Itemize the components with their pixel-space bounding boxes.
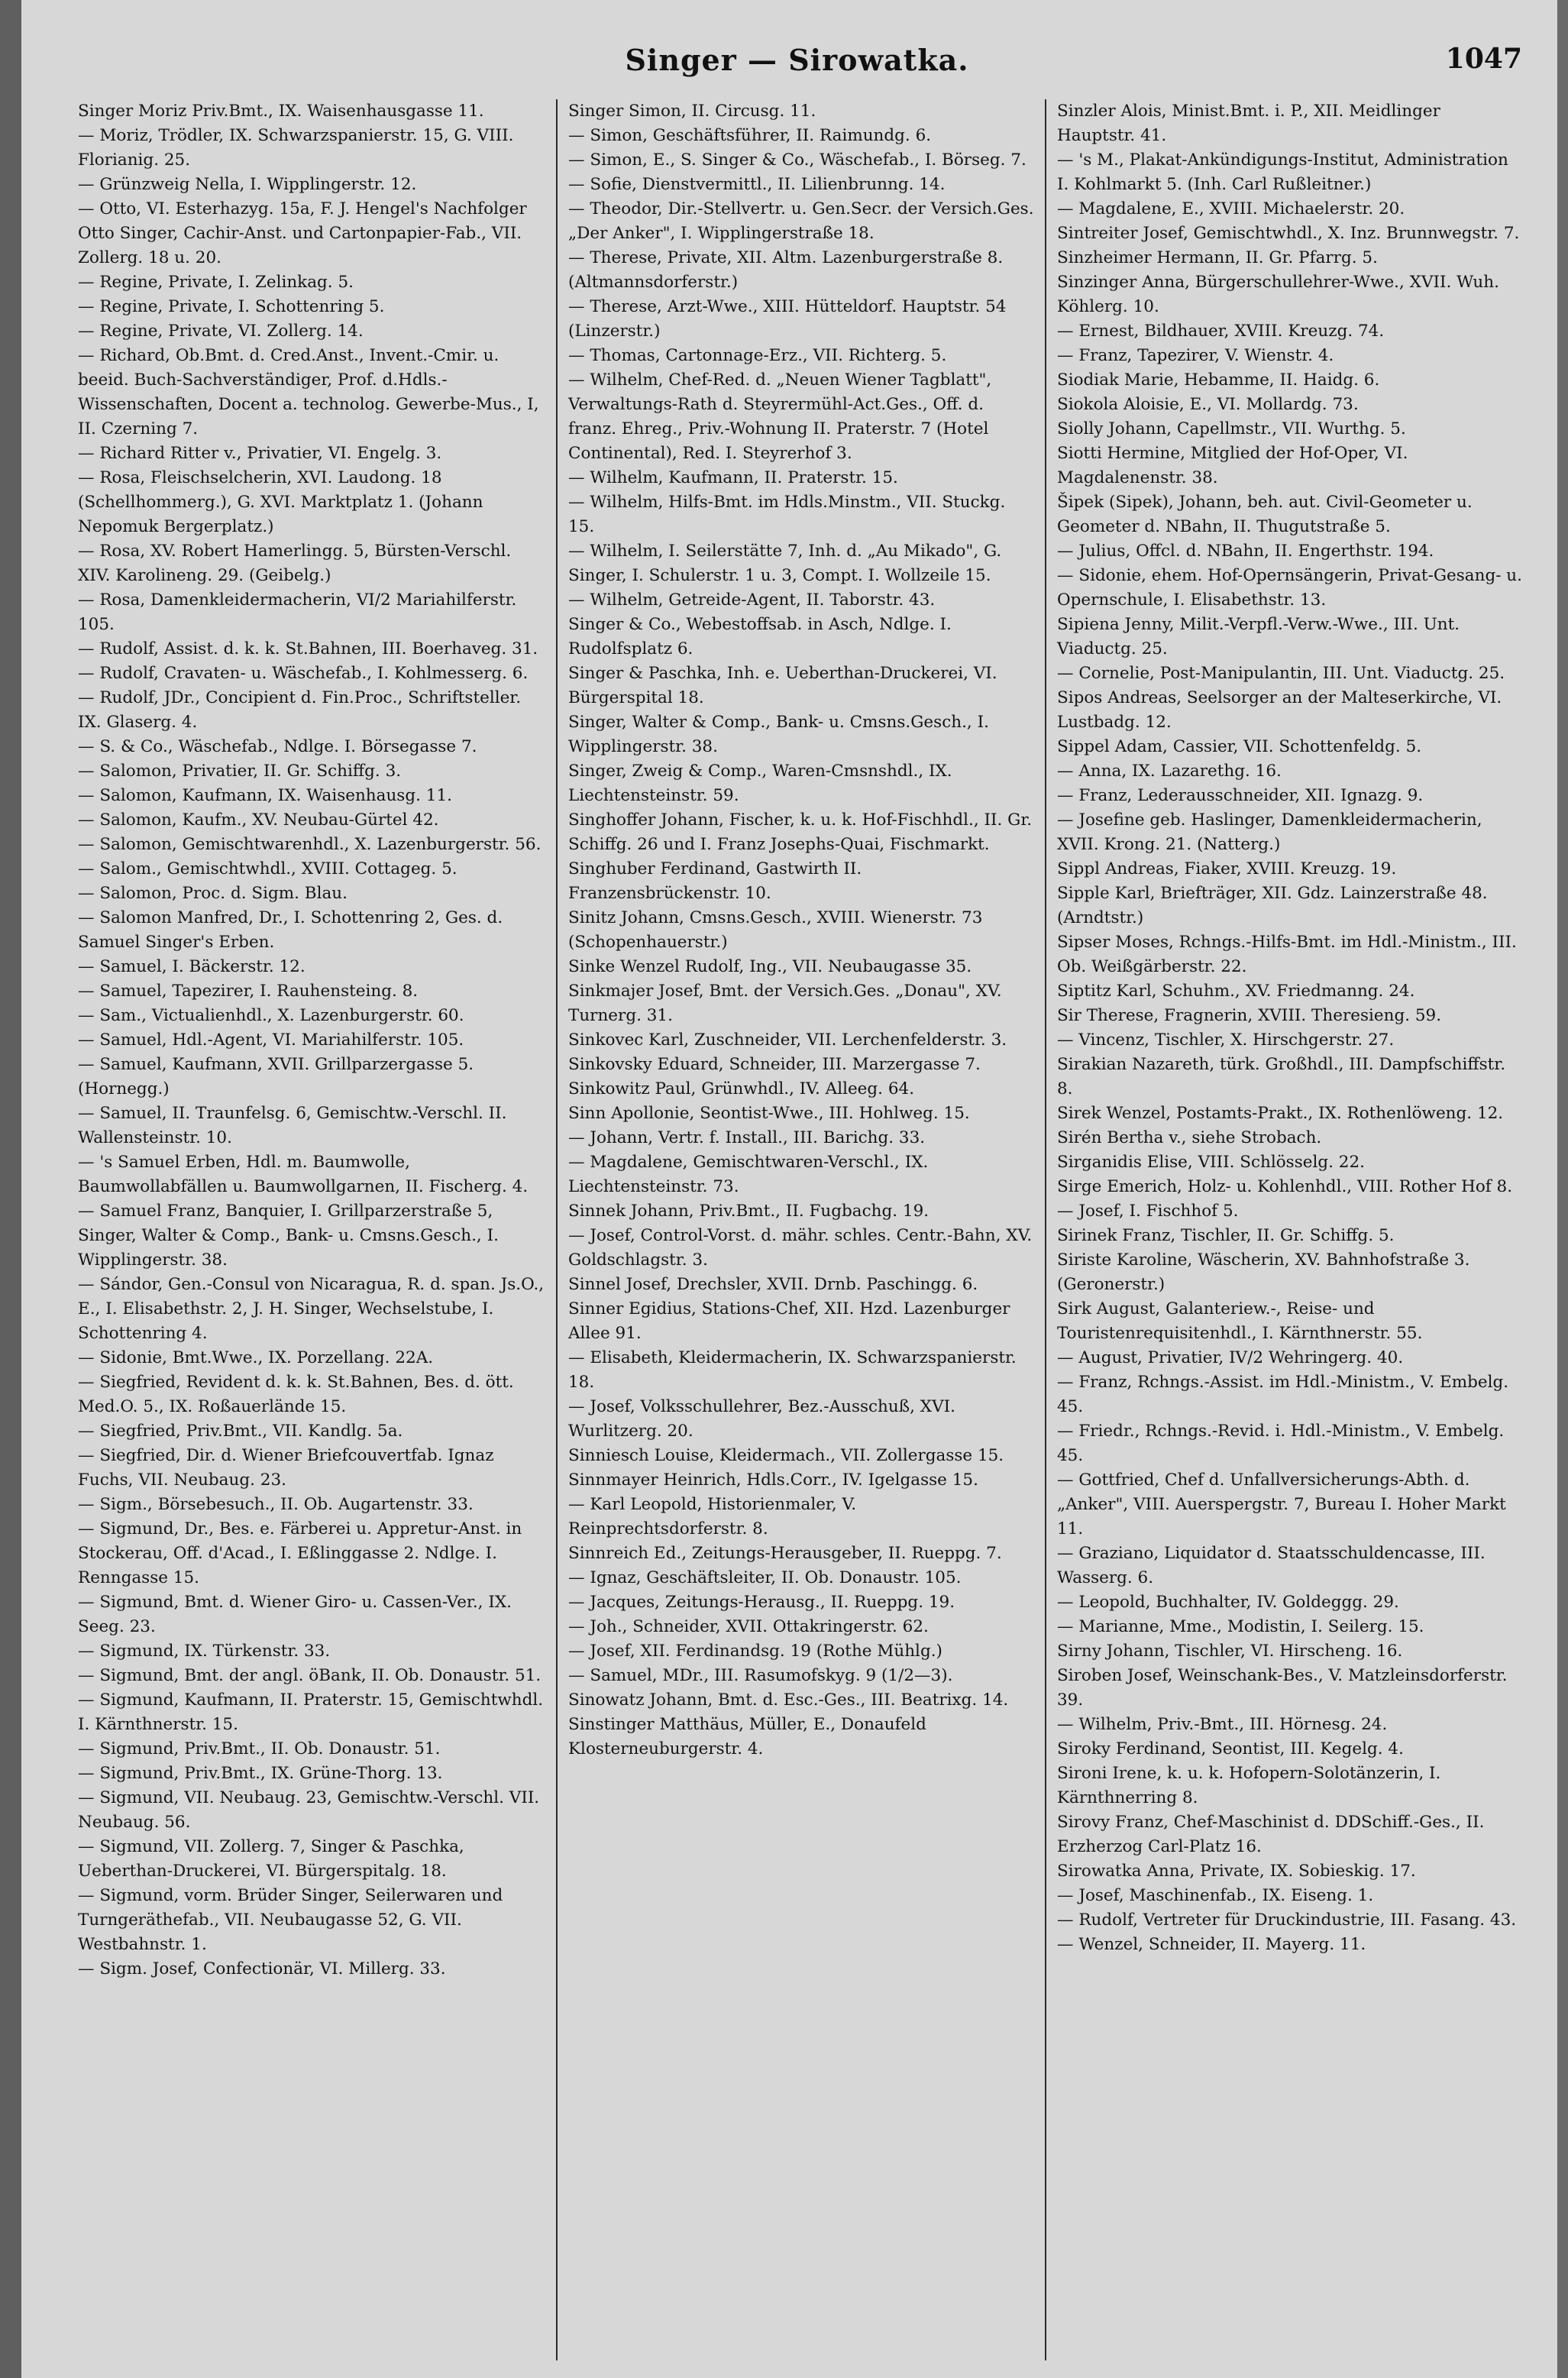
directory-entry: Siroky Ferdinand, Seontist, III. Kegelg. 4. bbox=[1057, 1739, 1404, 1758]
directory-entry: Sirovy Franz, Chef-Maschinist d. DDSchiff.-Ges., II. Erzherzog Carl-Platz 16. bbox=[1057, 1813, 1485, 1856]
directory-entry: — Salomon, Gemischtwarenhdl., X. Lazenburgerstr. 56. bbox=[78, 835, 542, 854]
directory-entry: — Thomas, Cartonnage-Erz., VII. Richterg. 5. bbox=[568, 346, 947, 365]
directory-entry: Sir Therese, Fragnerin, XVIII. Theresieng. 59. bbox=[1057, 1006, 1442, 1025]
directory-entry: — Regine, Private, I. Schottenring 5. bbox=[78, 297, 385, 316]
directory-entry: — Rudolf, Vertreter für Druckindustrie, III. Fasang. 43. bbox=[1057, 1910, 1517, 1930]
directory-entry: — Sam., Victualienhdl., X. Lazenburgerstr. 60. bbox=[78, 1006, 464, 1025]
directory-entry: — Josef, Volksschullehrer, Bez.-Ausschuß, XVI. Wurlitzerg. 20. bbox=[568, 1397, 955, 1441]
directory-entry: — Moriz, Trödler, IX. Schwarzspanierstr. 15, G. VIII. Florianig. 25. bbox=[78, 126, 514, 170]
directory-entry: — Salomon, Proc. d. Sigm. Blau. bbox=[78, 884, 348, 903]
directory-entry: — Samuel Franz, Banquier, I. Grillparzerstraße 5, Singer, Walter & Comp., Bank- u. Cmsns.Gesch., I. Wipplingerstr. 38. bbox=[78, 1202, 499, 1270]
directory-entry: Sirk August, Galanteriew.-, Reise- und Touristenrequisitenhdl., I. Kärnthnerstr. 55. bbox=[1057, 1299, 1423, 1343]
directory-entry: — Joh., Schneider, XVII. Ottakringerstr. 62. bbox=[568, 1617, 929, 1636]
directory-entry: — Julius, Offcl. d. NBahn, II. Engerthstr. 194. bbox=[1057, 542, 1434, 561]
directory-entry: — Grünzweig Nella, I. Wipplingerstr. 12. bbox=[78, 175, 417, 194]
directory-entry: — Richard Ritter v., Privatier, VI. Engelg. 3. bbox=[78, 444, 442, 463]
directory-entry: Sintreiter Josef, Gemischtwhdl., X. Inz. Brunnwegstr. 7. bbox=[1057, 224, 1520, 243]
directory-entry: — Johann, Vertr. f. Install., III. Barichg. 33. bbox=[568, 1128, 926, 1147]
directory-entry: — Richard, Ob.Bmt. d. Cred.Anst., Invent.-Cmir. u. beeid. Buch-Sachverständiger, Prof. d.Hdls.-Wissenschaften, Docent a. technolog. Gewerbe-Mus., I, II. Czerning 7. bbox=[78, 346, 539, 438]
directory-entry: — Samuel, MDr., III. Rasumofskyg. 9 (1/2—3). bbox=[568, 1666, 953, 1685]
directory-entry: — Samuel, II. Traunfelsg. 6, Gemischtw.-Verschl. II. Wallensteinstr. 10. bbox=[78, 1104, 507, 1147]
directory-entry: — Rudolf, Cravaten- u. Wäschefab., I. Kohlmesserg. 6. bbox=[78, 664, 529, 683]
directory-entry: — Ernest, Bildhauer, XVIII. Kreuzg. 74. bbox=[1057, 322, 1385, 341]
column-left bbox=[67, 99, 556, 2360]
directory-entry: Šipek (Sipek), Johann, beh. aut. Civil-Geometer u. Geometer d. NBahn, II. Thugutstraße 5. bbox=[1057, 493, 1473, 536]
directory-entry: Sinn Apollonie, Seontist-Wwe., III. Hohlweg. 15. bbox=[568, 1104, 970, 1123]
directory-entry: — Wenzel, Schneider, II. Mayerg. 11. bbox=[1057, 1935, 1366, 1954]
directory-entry: — 's M., Plakat-Ankündigungs-Institut, Administration I. Kohlmarkt 5. (Inh. Carl Rußleitner.) bbox=[1057, 150, 1508, 194]
directory-entry: Sirganidis Elise, VIII. Schlösselg. 22. bbox=[1057, 1153, 1365, 1172]
directory-entry: — Franz, Lederausschneider, XII. Ignazg. 9. bbox=[1057, 786, 1424, 805]
directory-entry: — Magdalene, E., XVIII. Michaelerstr. 20. bbox=[1057, 199, 1405, 218]
directory-entry: — Wilhelm, Kaufmann, II. Praterstr. 15. bbox=[568, 468, 898, 487]
directory-entry: Siroben Josef, Weinschank-Bes., V. Matzleinsdorferstr. 39. bbox=[1057, 1666, 1508, 1710]
directory-entry: — Elisabeth, Kleidermacherin, IX. Schwarzspanierstr. 18. bbox=[568, 1348, 1017, 1392]
directory-entry: — Therese, Private, XII. Altm. Lazenburgerstraße 8. (Altmannsdorferstr.) bbox=[568, 248, 1004, 292]
directory-entry: Sinitz Johann, Cmsns.Gesch., XVIII. Wienerstr. 73 (Schopenhauerstr.) bbox=[568, 908, 983, 952]
directory-entry: — Sidonie, ehem. Hof-Opernsängerin, Privat-Gesang- u. Opernschule, I. Elisabethstr. 13. bbox=[1057, 566, 1522, 610]
directory-entry: — Sigmund, Dr., Bes. e. Färberei u. Appretur-Anst. in Stockerau, Off. d'Acad., I. Eßlinggasse 2. Ndlge. I. Renngasse 15. bbox=[78, 1519, 522, 1587]
directory-entry: — Siegfried, Dir. d. Wiener Briefcouvertfab. Ignaz Fuchs, VII. Neubaug. 23. bbox=[78, 1446, 494, 1490]
directory-entry: Sirny Johann, Tischler, VI. Hirscheng. 16. bbox=[1057, 1642, 1403, 1661]
directory-entry: — Gottfried, Chef d. Unfallversicherungs-Abth. d. „Anker", VIII. Auerspergstr. 7, Bureau I. Hoher Markt 11. bbox=[1057, 1470, 1506, 1538]
directory-entry: Sinzinger Anna, Bürgerschullehrer-Wwe., XVII. Wuh. Köhlerg. 10. bbox=[1057, 273, 1499, 316]
directory-entry: — Jacques, Zeitungs-Herausg., II. Rueppg. 19. bbox=[568, 1593, 955, 1612]
directory-entry: Sinnmayer Heinrich, Hdls.Corr., IV. Igelgasse 15. bbox=[568, 1470, 978, 1490]
directory-entry: — Salomon Manfred, Dr., I. Schottenring 2, Ges. d. Samuel Singer's Erben. bbox=[78, 908, 503, 952]
directory-entry: — Salom., Gemischtwhdl., XVIII. Cottageg. 5. bbox=[78, 859, 457, 878]
directory-entry: Sironi Irene, k. u. k. Hofopern-Solotänzerin, I. Kärnthnerring 8. bbox=[1057, 1764, 1441, 1807]
directory-entry: — Rosa, Fleischselcherin, XVI. Laudong. 18 (Schellhommerg.), G. XVI. Marktplatz 1. (Johann Nepomuk Bergerplatz.) bbox=[78, 468, 483, 536]
directory-entry: — Salomon, Kaufm., XV. Neubau-Gürtel 42. bbox=[78, 810, 439, 830]
directory-entry: Sinstinger Matthäus, Müller, E., Donaufeld Klosterneuburgerstr. 4. bbox=[568, 1715, 926, 1758]
directory-entry: Singhuber Ferdinand, Gastwirth II. Franzensbrückenstr. 10. bbox=[568, 859, 862, 903]
directory-entry: Singer, Zweig & Comp., Waren-Cmsnshdl., IX. Liechtensteinstr. 59. bbox=[568, 762, 952, 805]
directory-entry: Sirge Emerich, Holz- u. Kohlenhdl., VIII. Rother Hof 8. bbox=[1057, 1177, 1513, 1196]
directory-entry: — Franz, Tapezirer, V. Wienstr. 4. bbox=[1057, 346, 1334, 365]
directory-entry: — Josef, Control-Vorst. d. mähr. schles. Centr.-Bahn, XV. Goldschlagstr. 3. bbox=[568, 1226, 1033, 1270]
directory-entry: — Josef, XII. Ferdinandsg. 19 (Rothe Mühlg.) bbox=[568, 1642, 942, 1661]
directory-entry: — Simon, Geschäftsführer, II. Raimundg. 6. bbox=[568, 126, 932, 145]
directory-entry: Singer & Co., Webestoffsab. in Asch, Ndlge. I. Rudolfsplatz 6. bbox=[568, 615, 952, 658]
directory-entry: Siolly Johann, Capellmstr., VII. Wurthg. 5. bbox=[1057, 419, 1406, 438]
directory-entry: Sinniesch Louise, Kleidermach., VII. Zollergasse 15. bbox=[568, 1446, 1004, 1465]
directory-entry: — Wilhelm, Chef-Red. d. „Neuen Wiener Tagblatt", Verwaltungs-Rath d. Steyrermühl-Act.Ges., Off. d. franz. Ehreg., Priv.-Wohnung II. Praterstr. 7 (Hotel Continental), Red. I. Steyrerhof 3. bbox=[568, 370, 992, 463]
directory-entry: Siotti Hermine, Mitglied der Hof-Oper, VI. Magdalenenstr. 38. bbox=[1057, 444, 1408, 487]
directory-entry: — Sigmund, Bmt. der angl. öBank, II. Ob. Donaustr. 51. bbox=[78, 1666, 542, 1685]
directory-entry: Siptitz Karl, Schuhm., XV. Friedmanng. 24. bbox=[1057, 982, 1415, 1001]
directory-entry: Sinner Egidius, Stations-Chef, XII. Hzd. Lazenburger Allee 91. bbox=[568, 1299, 1010, 1343]
directory-entry: — Simon, E., S. Singer & Co., Wäschefab., I. Börseg. 7. bbox=[568, 150, 1026, 170]
directory-entry: Sinkovec Karl, Zuschneider, VII. Lerchenfelderstr. 3. bbox=[568, 1030, 1007, 1050]
directory-entry: — Friedr., Rchngs.-Revid. i. Hdl.-Ministm., V. Embelg. 45. bbox=[1057, 1422, 1505, 1465]
directory-entry: Sirén Bertha v., siehe Strobach. bbox=[1057, 1128, 1322, 1147]
directory-entry: — Josef, I. Fischhof 5. bbox=[1057, 1202, 1239, 1221]
directory-entry: Sinke Wenzel Rudolf, Ing., VII. Neubaugasse 35. bbox=[568, 957, 972, 976]
directory-entry: Singer Simon, II. Circusg. 11. bbox=[568, 102, 816, 121]
directory-entry: — Otto, VI. Esterhazyg. 15a, F. J. Hengel's Nachfolger Otto Singer, Cachir-Anst. und Cartonpapier-Fab., VII. Zollerg. 18 u. 20. bbox=[78, 199, 527, 267]
directory-entry: — Regine, Private, VI. Zollerg. 14. bbox=[78, 322, 364, 341]
directory-entry: Sinkovsky Eduard, Schneider, III. Marzergasse 7. bbox=[568, 1055, 981, 1074]
directory-entry: — Marianne, Mme., Modistin, I. Seilerg. 15. bbox=[1057, 1617, 1424, 1636]
directory-entry: — Sidonie, Bmt.Wwe., IX. Porzellang. 22A. bbox=[78, 1348, 434, 1367]
directory-entry: Sinnek Johann, Priv.Bmt., II. Fugbachg. 19. bbox=[568, 1202, 929, 1221]
directory-entry: — Rosa, XV. Robert Hamerlingg. 5, Bürsten-Verschl. XIV. Karolineng. 29. (Geibelg.) bbox=[78, 542, 512, 585]
directory-entry: Sirowatka Anna, Private, IX. Sobieskig. 17. bbox=[1057, 1862, 1416, 1881]
directory-entry: — Sándor, Gen.-Consul von Nicaragua, R. d. span. Js.O., E., I. Elisabethstr. 2, J. H. Singer, Wechselstube, I. Schottenring 4. bbox=[78, 1275, 545, 1343]
directory-entry: Sinzler Alois, Minist.Bmt. i. P., XII. Meidlinger Hauptstr. 41. bbox=[1057, 102, 1440, 145]
directory-entry: — Sigmund, VII. Neubaug. 23, Gemischtw.-Verschl. VII. Neubaug. 56. bbox=[78, 1788, 540, 1832]
directory-entry: — Karl Leopold, Historienmaler, V. Reinprechtsdorferstr. 8. bbox=[568, 1495, 857, 1538]
directory-entry: — Salomon, Kaufmann, IX. Waisenhausg. 11. bbox=[78, 786, 452, 805]
directory-entry: Singer Moriz Priv.Bmt., IX. Waisenhausgasse 11. bbox=[78, 102, 484, 121]
directory-entry: Sinowatz Johann, Bmt. d. Esc.-Ges., III. Beatrixg. 14. bbox=[568, 1690, 1009, 1710]
directory-entry: — Franz, Rchngs.-Assist. im Hdl.-Ministm., V. Embelg. 45. bbox=[1057, 1373, 1509, 1416]
directory-entry: — August, Privatier, IV/2 Wehringerg. 40. bbox=[1057, 1348, 1404, 1367]
column-middle bbox=[556, 99, 1045, 2360]
directory-entry: Sinkowitz Paul, Grünwhdl., IV. Alleeg. 64. bbox=[568, 1079, 915, 1098]
directory-entry: Sirek Wenzel, Postamts-Prakt., IX. Rothenlöweng. 12. bbox=[1057, 1104, 1504, 1123]
directory-entry: — Wilhelm, I. Seilerstätte 7, Inh. d. „Au Mikado", G. Singer, I. Schulerstr. 1 u. 3, Compt. I. Wollzeile 15. bbox=[568, 542, 1002, 585]
page-number: 1047 bbox=[1445, 43, 1522, 75]
directory-entry: Sipiena Jenny, Milit.-Verpfl.-Verw.-Wwe., III. Unt. Viaductg. 25. bbox=[1057, 615, 1460, 658]
directory-entry: — Sigmund, IX. Türkenstr. 33. bbox=[78, 1642, 331, 1661]
directory-entry: — Samuel, Tapezirer, I. Rauhensteing. 8. bbox=[78, 982, 419, 1001]
directory-entry: Sirakian Nazareth, türk. Großhdl., III. Dampfschiffstr. 8. bbox=[1057, 1055, 1506, 1098]
column-right bbox=[1045, 99, 1534, 2360]
directory-entry: — Therese, Arzt-Wwe., XIII. Hütteldorf. Hauptstr. 54 (Linzerstr.) bbox=[568, 297, 1007, 341]
directory-entry: — Sigmund, Kaufmann, II. Praterstr. 15, Gemischtwhdl. I. Kärnthnerstr. 15. bbox=[78, 1690, 544, 1734]
directory-entry: Sipser Moses, Rchngs.-Hilfs-Bmt. im Hdl.-Ministm., III. Ob. Weißgärberstr. 22. bbox=[1057, 933, 1517, 976]
directory-entry: Siodiak Marie, Hebamme, II. Haidg. 6. bbox=[1057, 370, 1380, 390]
directory-entry: — Sigmund, vorm. Brüder Singer, Seilerwaren und Turngeräthefab., VII. Neubaugasse 52, G. VII. Westbahnstr. 1. bbox=[78, 1886, 503, 1954]
directory-entry: — Rosa, Damenkleidermacherin, VI/2 Mariahilferstr. 105. bbox=[78, 590, 517, 634]
directory-entry: — Theodor, Dir.-Stellvertr. u. Gen.Secr. der Versich.Ges. „Der Anker", I. Wipplingerstraße 18. bbox=[568, 199, 1034, 243]
directory-entry: — Sofie, Dienstvermittl., II. Lilienbrunng. 14. bbox=[568, 175, 946, 194]
directory-entry: — Sigm. Josef, Confectionär, VI. Millerg. 33. bbox=[78, 1959, 446, 1978]
directory-entry: — Wilhelm, Priv.-Bmt., III. Hörnesg. 24. bbox=[1057, 1715, 1388, 1734]
directory-entry: Singhoffer Johann, Fischer, k. u. k. Hof-Fischhdl., II. Gr. Schiffg. 26 und I. Franz Josephs-Quai, Fischmarkt. bbox=[568, 810, 1033, 854]
directory-entry: — Salomon, Privatier, II. Gr. Schiffg. 3. bbox=[78, 762, 402, 781]
directory-entry: — Samuel, Hdl.-Agent, VI. Mariahilferstr. 105. bbox=[78, 1030, 464, 1050]
directory-entry: Siokola Aloisie, E., VI. Mollardg. 73. bbox=[1057, 395, 1359, 414]
directory-entry: — Sigm., Börsebesuch., II. Ob. Augartenstr. 33. bbox=[78, 1495, 474, 1514]
directory-entry: — Siegfried, Priv.Bmt., VII. Kandlg. 5a. bbox=[78, 1422, 403, 1441]
directory-entry: — Wilhelm, Hilfs-Bmt. im Hdls.Minstm., VII. Stuckg. 15. bbox=[568, 493, 1006, 536]
directory-entry: — Samuel, Kaufmann, XVII. Grillparzergasse 5. (Hornegg.) bbox=[78, 1055, 474, 1098]
directory-entry: Sirinek Franz, Tischler, II. Gr. Schiffg. 5. bbox=[1057, 1226, 1395, 1245]
directory-entry: — Josef, Maschinenfab., IX. Eiseng. 1. bbox=[1057, 1886, 1374, 1905]
directory-entry: Sinnel Josef, Drechsler, XVII. Drnb. Paschingg. 6. bbox=[568, 1275, 978, 1294]
directory-entry: — S. & Co., Wäschefab., Ndlge. I. Börsegasse 7. bbox=[78, 737, 477, 756]
directory-entry: — Regine, Private, I. Zelinkag. 5. bbox=[78, 273, 354, 292]
directory-entry: Singer, Walter & Comp., Bank- u. Cmsns.Gesch., I. Wipplingerstr. 38. bbox=[568, 713, 989, 756]
directory-entry: — Vincenz, Tischler, X. Hirschgerstr. 27. bbox=[1057, 1030, 1395, 1050]
directory-entry: — 's Samuel Erben, Hdl. m. Baumwolle, Baumwollabfällen u. Baumwollgarnen, II. Fischerg. 4. bbox=[78, 1153, 529, 1196]
directory-entry: Sipos Andreas, Seelsorger an der Malteserkirche, VI. Lustbadg. 12. bbox=[1057, 688, 1502, 732]
directory-columns bbox=[67, 99, 1534, 2360]
directory-entry: — Ignaz, Geschäftsleiter, II. Ob. Donaustr. 105. bbox=[568, 1568, 962, 1587]
directory-entry: — Cornelie, Post-Manipulantin, III. Unt. Viaductg. 25. bbox=[1057, 664, 1505, 683]
directory-entry: — Anna, IX. Lazarethg. 16. bbox=[1057, 762, 1282, 781]
directory-entry: — Josefine geb. Haslinger, Damenkleidermacherin, XVII. Krong. 21. (Natterg.) bbox=[1057, 810, 1482, 854]
page-title: Singer — Sirowatka. bbox=[625, 43, 969, 77]
directory-entry: — Sigmund, Priv.Bmt., II. Ob. Donaustr. 51. bbox=[78, 1739, 441, 1758]
directory-entry: — Magdalene, Gemischtwaren-Verschl., IX. Liechtensteinstr. 73. bbox=[568, 1153, 929, 1196]
directory-entry: — Rudolf, Assist. d. k. k. St.Bahnen, III. Boerhaveg. 31. bbox=[78, 639, 538, 658]
directory-entry: Sinzheimer Hermann, II. Gr. Pfarrg. 5. bbox=[1057, 248, 1378, 267]
directory-entry: — Leopold, Buchhalter, IV. Goldeggg. 29. bbox=[1057, 1593, 1399, 1612]
page-header bbox=[67, 43, 1527, 89]
directory-entry: Sippl Andreas, Fiaker, XVIII. Kreuzg. 19. bbox=[1057, 859, 1397, 878]
directory-entry: Sippel Adam, Cassier, VII. Schottenfeldg. 5. bbox=[1057, 737, 1422, 756]
directory-entry: — Rudolf, JDr., Concipient d. Fin.Proc., Schriftsteller. IX. Glaserg. 4. bbox=[78, 688, 522, 732]
directory-entry: Singer & Paschka, Inh. e. Ueberthan-Druckerei, VI. Bürgerspital 18. bbox=[568, 664, 997, 707]
directory-entry: — Sigmund, VII. Zollerg. 7, Singer & Paschka, Ueberthan-Druckerei, VI. Bürgerspitalg. 18. bbox=[78, 1837, 464, 1881]
directory-entry: Sinnreich Ed., Zeitungs-Herausgeber, II. Rueppg. 7. bbox=[568, 1544, 1002, 1563]
directory-entry: Siriste Karoline, Wäscherin, XV. Bahnhofstraße 3. (Geronerstr.) bbox=[1057, 1250, 1470, 1294]
directory-entry: — Sigmund, Bmt. d. Wiener Giro- u. Cassen-Ver., IX. Seeg. 23. bbox=[78, 1593, 512, 1636]
directory-entry: — Samuel, I. Bäckerstr. 12. bbox=[78, 957, 306, 976]
directory-entry: — Sigmund, Priv.Bmt., IX. Grüne-Thorg. 13. bbox=[78, 1764, 443, 1783]
directory-entry: — Siegfried, Revident d. k. k. St.Bahnen, Bes. d. ött. Med.O. 5., IX. Roßauerlände 15. bbox=[78, 1373, 514, 1416]
directory-entry: Sipple Karl, Briefträger, XII. Gdz. Lainzerstraße 48. (Arndtstr.) bbox=[1057, 884, 1488, 927]
directory-entry: Sinkmajer Josef, Bmt. der Versich.Ges. „Donau", XV. Turnerg. 31. bbox=[568, 982, 1002, 1025]
directory-entry: — Graziano, Liquidator d. Staatsschuldencasse, III. Wasserg. 6. bbox=[1057, 1544, 1486, 1587]
directory-entry: — Wilhelm, Getreide-Agent, II. Taborstr. 43. bbox=[568, 590, 936, 610]
